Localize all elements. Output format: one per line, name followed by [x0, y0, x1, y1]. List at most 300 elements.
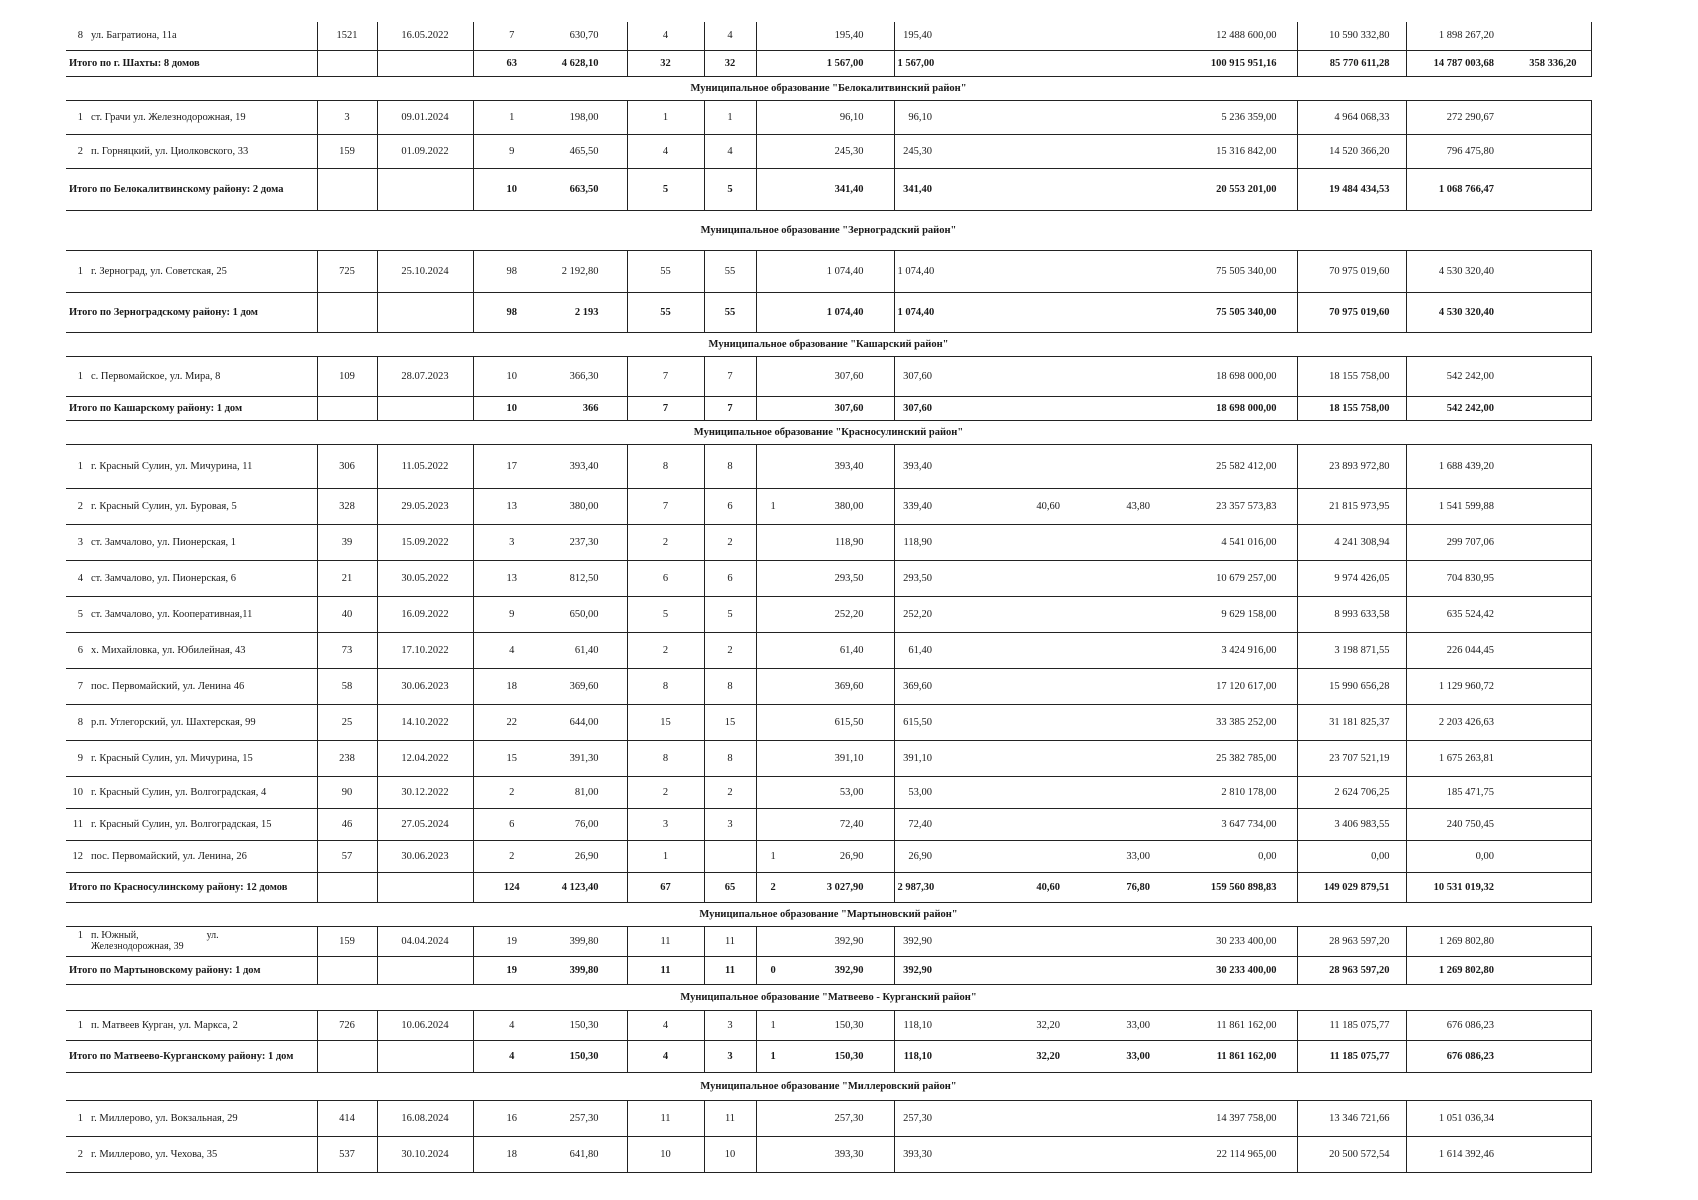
- cell-c14: 3 198 871,55: [1297, 632, 1406, 668]
- cell-c12: [1080, 168, 1160, 210]
- cell-c11: [990, 632, 1080, 668]
- cell-c9: 391,10: [834, 752, 864, 764]
- cell-c5: 663,50: [569, 183, 599, 195]
- address-text: п. Горняцкий, ул. Циолковского, 33: [91, 145, 249, 157]
- district-header: Муниципальное образование "Матвеево - Курганский район": [66, 984, 1591, 1010]
- cell-c2: 725: [317, 250, 377, 292]
- cell-c3: 09.01.2024: [377, 100, 473, 134]
- cell-c10: 615,50: [894, 704, 990, 740]
- address-text: пос. Первомайский, ул. Ленина, 26: [91, 850, 247, 862]
- cell-c14: 4 964 068,33: [1297, 100, 1406, 134]
- cell-c15: 10 531 019,32: [1406, 872, 1516, 902]
- address-cell: [66, 596, 317, 632]
- cell-c6: 4: [627, 1010, 704, 1040]
- cell-c7: 11: [704, 956, 756, 984]
- address-cell: [66, 1010, 317, 1040]
- cell-c14: 85 770 611,28: [1297, 50, 1406, 76]
- cell-c14: 8 993 633,58: [1297, 596, 1406, 632]
- cell-c10: 369,60: [894, 668, 990, 704]
- cell-c4: 4: [473, 632, 550, 668]
- cell-c4: 6: [473, 808, 550, 840]
- cell-c11: [990, 926, 1080, 956]
- cell-c2: 46: [317, 808, 377, 840]
- cell-c6: 5: [627, 168, 704, 210]
- cell-c13: 5 236 359,00: [1221, 111, 1277, 123]
- table-row: [66, 560, 1591, 596]
- cell-c7: 8: [704, 444, 756, 488]
- cell-c8: [756, 632, 790, 668]
- address-cell: [66, 808, 317, 840]
- cell-c11: [990, 396, 1080, 420]
- cell-c13: 11 861 162,00: [1216, 1050, 1277, 1062]
- cell-c9: 96,10: [839, 111, 864, 123]
- subtotal-row: [66, 872, 1591, 902]
- address-cell: [66, 632, 317, 668]
- cell-c3: 30.12.2022: [377, 776, 473, 808]
- cell-c8: 1: [756, 1040, 790, 1072]
- cell-c10: 339,40: [894, 488, 990, 524]
- cell-c3: 30.06.2023: [377, 840, 473, 872]
- cell-c15: 299 707,06: [1406, 524, 1516, 560]
- cell-c3: 25.10.2024: [377, 250, 473, 292]
- row-number: 5: [77, 608, 83, 620]
- cell-c9: 195,40: [834, 30, 864, 42]
- cell-c12: [1080, 776, 1160, 808]
- cell-c11: [990, 560, 1080, 596]
- cell-c8: [756, 396, 790, 420]
- table-row: [66, 100, 1591, 134]
- cell-c6: 11: [627, 1100, 704, 1136]
- cell-c2: 537: [317, 1136, 377, 1172]
- table-row: [66, 740, 1591, 776]
- cell-c15: 676 086,23: [1406, 1040, 1516, 1072]
- cell-c5: 2 193: [574, 306, 599, 318]
- cell-c13: 10 679 257,00: [1216, 572, 1277, 584]
- cell-c10: 392,90: [894, 926, 990, 956]
- cell-c6: 2: [627, 524, 704, 560]
- cell-c16: [1516, 926, 1591, 956]
- cell-c8: [756, 50, 790, 76]
- cell-c7: 2: [704, 776, 756, 808]
- cell-c10: 1 074,40: [894, 292, 990, 332]
- cell-c14: 4 241 308,94: [1297, 524, 1406, 560]
- cell-c15: 542 242,00: [1406, 356, 1516, 396]
- cell-c7: [704, 840, 756, 872]
- district-header: Муниципальное образование "Зерноградский район": [66, 210, 1591, 250]
- cell-c14: 70 975 019,60: [1297, 292, 1406, 332]
- table-row: [66, 776, 1591, 808]
- subtotal-row: [66, 168, 1591, 210]
- table-row: [66, 632, 1591, 668]
- address-text: г. Зерноград, ул. Советская, 25: [91, 265, 227, 277]
- cell-c8: [756, 926, 790, 956]
- cell-c6: 1: [627, 100, 704, 134]
- cell-c12: [1080, 632, 1160, 668]
- cell-c13: 23 357 573,83: [1216, 500, 1277, 512]
- cell-c9: 393,30: [834, 1148, 864, 1160]
- district-header: Муниципальное образование "Мартыновский район": [66, 902, 1591, 926]
- address-cell: [66, 22, 317, 50]
- cell-c6: 2: [627, 776, 704, 808]
- cell-c12: [1080, 444, 1160, 488]
- cell-c14: 19 484 434,53: [1297, 168, 1406, 210]
- cell-c15: 1 051 036,34: [1406, 1100, 1516, 1136]
- cell-c14: 2 624 706,25: [1297, 776, 1406, 808]
- cell-c10: 293,50: [894, 560, 990, 596]
- cell-c3: 30.05.2022: [377, 560, 473, 596]
- cell-c13: 159 560 898,83: [1210, 881, 1277, 893]
- row-number: 1: [77, 111, 83, 123]
- address-text: г. Миллерово, ул. Вокзальная, 29: [91, 1112, 238, 1124]
- cell-c6: 15: [627, 704, 704, 740]
- cell-c7: 4: [704, 22, 756, 50]
- cell-c6: 32: [627, 50, 704, 76]
- address-text: ст. Грачи ул. Железнодорожная, 19: [91, 111, 246, 123]
- cell-c13: 22 114 965,00: [1216, 1148, 1277, 1160]
- district-header-row: [66, 210, 1591, 250]
- cell-c11: [990, 596, 1080, 632]
- cell-c5: 650,00: [569, 608, 599, 620]
- cell-c4: 9: [473, 596, 550, 632]
- cell-c15: 1 688 439,20: [1406, 444, 1516, 488]
- cell-c13: 30 233 400,00: [1216, 964, 1277, 976]
- cell-c3: 16.08.2024: [377, 1100, 473, 1136]
- cell-c11: 40,60: [1036, 881, 1060, 893]
- cell-c5: 644,00: [569, 716, 599, 728]
- cell-c10: 393,30: [894, 1136, 990, 1172]
- cell-c10: 61,40: [894, 632, 990, 668]
- cell-c15: 4 530 320,40: [1406, 292, 1516, 332]
- cell-c12: [1080, 808, 1160, 840]
- address-text: ст. Замчалово, ул. Пионерская, 6: [91, 572, 237, 584]
- cell-c7: 32: [704, 50, 756, 76]
- cell-c11: [990, 356, 1080, 396]
- cell-c10: 245,30: [894, 134, 990, 168]
- district-header-row: [66, 76, 1591, 100]
- subtotal-label: Итого по Зерноградскому району: 1 дом: [69, 306, 258, 318]
- cell-c11: [990, 292, 1080, 332]
- cell-c9: 1 074,40: [826, 306, 864, 318]
- cell-c3: 30.10.2024: [377, 1136, 473, 1172]
- table-row: [66, 1100, 1591, 1136]
- cell-c14: 15 990 656,28: [1297, 668, 1406, 704]
- cell-c9: 245,30: [834, 145, 864, 157]
- cell-c7: 7: [704, 356, 756, 396]
- row-number: 1: [77, 930, 83, 941]
- cell-c2: 40: [317, 596, 377, 632]
- cell-c10: 257,30: [894, 1100, 990, 1136]
- cell-c3: 04.04.2024: [377, 926, 473, 956]
- cell-c8: 1: [756, 840, 790, 872]
- cell-c4: 2: [473, 840, 550, 872]
- table-row: [66, 808, 1591, 840]
- cell-c13: 25 582 412,00: [1216, 460, 1277, 472]
- cell-c3: [377, 168, 473, 210]
- cell-c7: 6: [704, 488, 756, 524]
- cell-c16: [1516, 956, 1591, 984]
- cell-c9: 369,60: [834, 680, 864, 692]
- cell-c8: [756, 808, 790, 840]
- cell-c11: [990, 668, 1080, 704]
- cell-c15: 1 614 392,46: [1406, 1136, 1516, 1172]
- cell-c8: [756, 22, 790, 50]
- cell-c6: 1: [627, 840, 704, 872]
- cell-c11: [990, 134, 1080, 168]
- cell-c4: 9: [473, 134, 550, 168]
- cell-c5: 399,80: [569, 964, 599, 976]
- cell-c6: 55: [627, 292, 704, 332]
- cell-c10: 392,90: [894, 956, 990, 984]
- cell-c2: [317, 50, 377, 76]
- cell-c8: [756, 168, 790, 210]
- cell-c13: 3 424 916,00: [1221, 644, 1277, 656]
- cell-c5: 399,80: [569, 935, 599, 947]
- table-row: [66, 840, 1591, 872]
- address-text: г. Красный Сулин, ул. Волгоградская, 15: [91, 818, 272, 830]
- cell-c2: 1521: [317, 22, 377, 50]
- cell-c4: 2: [473, 776, 550, 808]
- cell-c4: 13: [473, 560, 550, 596]
- cell-c7: 8: [704, 668, 756, 704]
- table-row: [66, 524, 1591, 560]
- cell-c14: 23 707 521,19: [1297, 740, 1406, 776]
- cell-c12: [1080, 22, 1160, 50]
- cell-c12: [1080, 524, 1160, 560]
- cell-c4: 3: [473, 524, 550, 560]
- cell-c6: 11: [627, 956, 704, 984]
- table-row: [66, 704, 1591, 740]
- table-row: [66, 1010, 1591, 1040]
- cell-c5: 366: [582, 402, 599, 414]
- cell-c16: [1516, 168, 1591, 210]
- subtotal-label: Итого по Мартыновскому району: 1 дом: [69, 964, 261, 976]
- address-cell: [66, 668, 317, 704]
- cell-c3: 01.09.2022: [377, 134, 473, 168]
- cell-c15: 1 068 766,47: [1406, 168, 1516, 210]
- cell-c3: 27.05.2024: [377, 808, 473, 840]
- cell-c5: 366,30: [569, 370, 599, 382]
- cell-c4: 22: [473, 704, 550, 740]
- cell-c16: [1516, 292, 1591, 332]
- address-part: ул.: [206, 930, 219, 941]
- row-number: 1: [77, 1112, 83, 1124]
- cell-c13: 33 385 252,00: [1216, 716, 1277, 728]
- cell-c4: 13: [473, 488, 550, 524]
- cell-c5: 237,30: [569, 536, 599, 548]
- address-cell: [66, 1136, 317, 1172]
- row-number: 8: [77, 30, 83, 42]
- cell-c12: [1080, 100, 1160, 134]
- row-number: 1: [77, 1019, 83, 1031]
- cell-c13: 18 698 000,00: [1216, 402, 1277, 414]
- cell-c12: 33,00: [1126, 850, 1150, 862]
- cell-c14: 10 590 332,80: [1297, 22, 1406, 50]
- cell-c12: [1080, 356, 1160, 396]
- cell-c3: 11.05.2022: [377, 444, 473, 488]
- address-cell: [66, 926, 317, 956]
- cell-c5: 812,50: [569, 572, 599, 584]
- cell-c2: 58: [317, 668, 377, 704]
- cell-c6: 7: [627, 396, 704, 420]
- cell-c12: [1080, 704, 1160, 740]
- cell-c15: 1 898 267,20: [1406, 22, 1516, 50]
- cell-c16: [1516, 808, 1591, 840]
- row-number: 1: [77, 370, 83, 382]
- cell-c12: 33,00: [1126, 1019, 1150, 1031]
- cell-c4: 98: [473, 292, 550, 332]
- cell-c7: 65: [704, 872, 756, 902]
- address-text: г. Миллерово, ул. Чехова, 35: [91, 1148, 218, 1160]
- cell-c13: 3 647 734,00: [1221, 818, 1277, 830]
- cell-c2: [317, 1040, 377, 1072]
- cell-c2: [317, 292, 377, 332]
- cell-c11: [990, 704, 1080, 740]
- cell-c16: [1516, 704, 1591, 740]
- table-row: [66, 1136, 1591, 1172]
- cell-c13: 11 861 162,00: [1216, 1019, 1277, 1031]
- cell-c11: [990, 168, 1080, 210]
- address-text: р.п. Углегорский, ул. Шахтерская, 99: [91, 716, 256, 728]
- cell-c14: 18 155 758,00: [1297, 356, 1406, 396]
- cell-c5: 61,40: [574, 644, 599, 656]
- cell-c3: 29.05.2023: [377, 488, 473, 524]
- address-text: ст. Замчалово, ул. Кооперативная,11: [91, 608, 253, 620]
- cell-c2: [317, 872, 377, 902]
- subtotal-row: [66, 396, 1591, 420]
- cell-c8: [756, 1136, 790, 1172]
- cell-c5: 150,30: [569, 1019, 599, 1031]
- cell-c4: 4: [473, 1040, 550, 1072]
- cell-c4: 18: [473, 668, 550, 704]
- cell-c2: [317, 396, 377, 420]
- cell-c2: 726: [317, 1010, 377, 1040]
- cell-c16: [1516, 524, 1591, 560]
- cell-c7: 7: [704, 396, 756, 420]
- row-number: 9: [77, 752, 83, 764]
- cell-c12: [1080, 740, 1160, 776]
- cell-c12: [1080, 926, 1160, 956]
- district-header: Муниципальное образование "Кашарский район": [66, 332, 1591, 356]
- cell-c4: 19: [473, 956, 550, 984]
- cell-c8: [756, 560, 790, 596]
- cell-c15: 635 524,42: [1406, 596, 1516, 632]
- cell-c15: 1 541 599,88: [1406, 488, 1516, 524]
- cell-c3: 30.06.2023: [377, 668, 473, 704]
- cell-c7: 11: [704, 1100, 756, 1136]
- cell-c7: 6: [704, 560, 756, 596]
- row-number: 4: [77, 572, 83, 584]
- cell-c12: [1080, 396, 1160, 420]
- cell-c7: 3: [704, 808, 756, 840]
- address-text: ст. Замчалово, ул. Пионерская, 1: [91, 536, 237, 548]
- cell-c5: 76,00: [574, 818, 599, 830]
- cell-c6: 11: [627, 926, 704, 956]
- cell-c9: 257,30: [834, 1112, 864, 1124]
- cell-c11: [990, 808, 1080, 840]
- cell-c11: [990, 22, 1080, 50]
- cell-c10: 307,60: [894, 396, 990, 420]
- cell-c14: 28 963 597,20: [1297, 926, 1406, 956]
- cell-c14: 13 346 721,66: [1297, 1100, 1406, 1136]
- cell-c14: 70 975 019,60: [1297, 250, 1406, 292]
- district-header-row: [66, 984, 1591, 1010]
- cell-c2: 39: [317, 524, 377, 560]
- cell-c8: [756, 250, 790, 292]
- cell-c16: [1516, 776, 1591, 808]
- cell-c13: 9 629 158,00: [1221, 608, 1277, 620]
- address-text: г. Красный Сулин, ул. Мичурина, 11: [91, 460, 253, 472]
- cell-c11: [990, 524, 1080, 560]
- cell-c11: 32,20: [1036, 1019, 1060, 1031]
- cell-c10: 307,60: [894, 356, 990, 396]
- district-header: Муниципальное образование "Миллеровский район": [66, 1072, 1591, 1100]
- cell-c12: [1080, 668, 1160, 704]
- row-number: 8: [77, 716, 83, 728]
- cell-c3: 16.09.2022: [377, 596, 473, 632]
- cell-c10: 72,40: [894, 808, 990, 840]
- cell-c8: [756, 100, 790, 134]
- address-cell: [66, 840, 317, 872]
- cell-c13: 4 541 016,00: [1221, 536, 1277, 548]
- cell-c15: 14 787 003,68: [1406, 50, 1516, 76]
- subtotal-label: Итого по Матвеево-Курганскому району: 1 дом: [69, 1050, 294, 1062]
- cell-c12: [1080, 134, 1160, 168]
- cell-c4: 18: [473, 1136, 550, 1172]
- cell-c15: 0,00: [1406, 840, 1516, 872]
- cell-c6: 67: [627, 872, 704, 902]
- cell-c14: 20 500 572,54: [1297, 1136, 1406, 1172]
- registry-table-sheet: [66, 22, 1591, 1173]
- cell-c2: 159: [317, 926, 377, 956]
- row-number: 1: [77, 265, 83, 277]
- cell-c6: 4: [627, 134, 704, 168]
- cell-c3: [377, 956, 473, 984]
- cell-c2: 90: [317, 776, 377, 808]
- cell-c9: 61,40: [839, 644, 864, 656]
- cell-c9: 53,00: [839, 786, 864, 798]
- cell-c3: [377, 1040, 473, 1072]
- cell-c2: 414: [317, 1100, 377, 1136]
- cell-c10: 118,10: [894, 1010, 990, 1040]
- subtotal-row: [66, 50, 1591, 76]
- cell-c16: 358 336,20: [1516, 50, 1591, 76]
- cell-c9: 615,50: [834, 716, 864, 728]
- cell-c2: 3: [317, 100, 377, 134]
- cell-c16: [1516, 134, 1591, 168]
- cell-c10: 53,00: [894, 776, 990, 808]
- cell-c10: 1 567,00: [894, 50, 990, 76]
- cell-c6: 2: [627, 632, 704, 668]
- cell-c5: 641,80: [569, 1148, 599, 1160]
- address-text: г. Красный Сулин, ул. Буровая, 5: [91, 500, 237, 512]
- cell-c3: [377, 292, 473, 332]
- cell-c11: [990, 100, 1080, 134]
- cell-c6: 4: [627, 1040, 704, 1072]
- cell-c2: 25: [317, 704, 377, 740]
- cell-c16: [1516, 840, 1591, 872]
- cell-c16: [1516, 396, 1591, 420]
- cell-c13: 12 488 600,00: [1216, 30, 1277, 42]
- cell-c13: 20 553 201,00: [1216, 183, 1277, 195]
- subtotal-label: Итого по Белокалитвинскому району: 2 дома: [69, 183, 284, 195]
- cell-c13: 14 397 758,00: [1216, 1112, 1277, 1124]
- cell-c3: 16.05.2022: [377, 22, 473, 50]
- cell-c11: [990, 50, 1080, 76]
- cell-c2: [317, 168, 377, 210]
- cell-c8: [756, 740, 790, 776]
- cell-c16: [1516, 22, 1591, 50]
- cell-c4: 98: [473, 250, 550, 292]
